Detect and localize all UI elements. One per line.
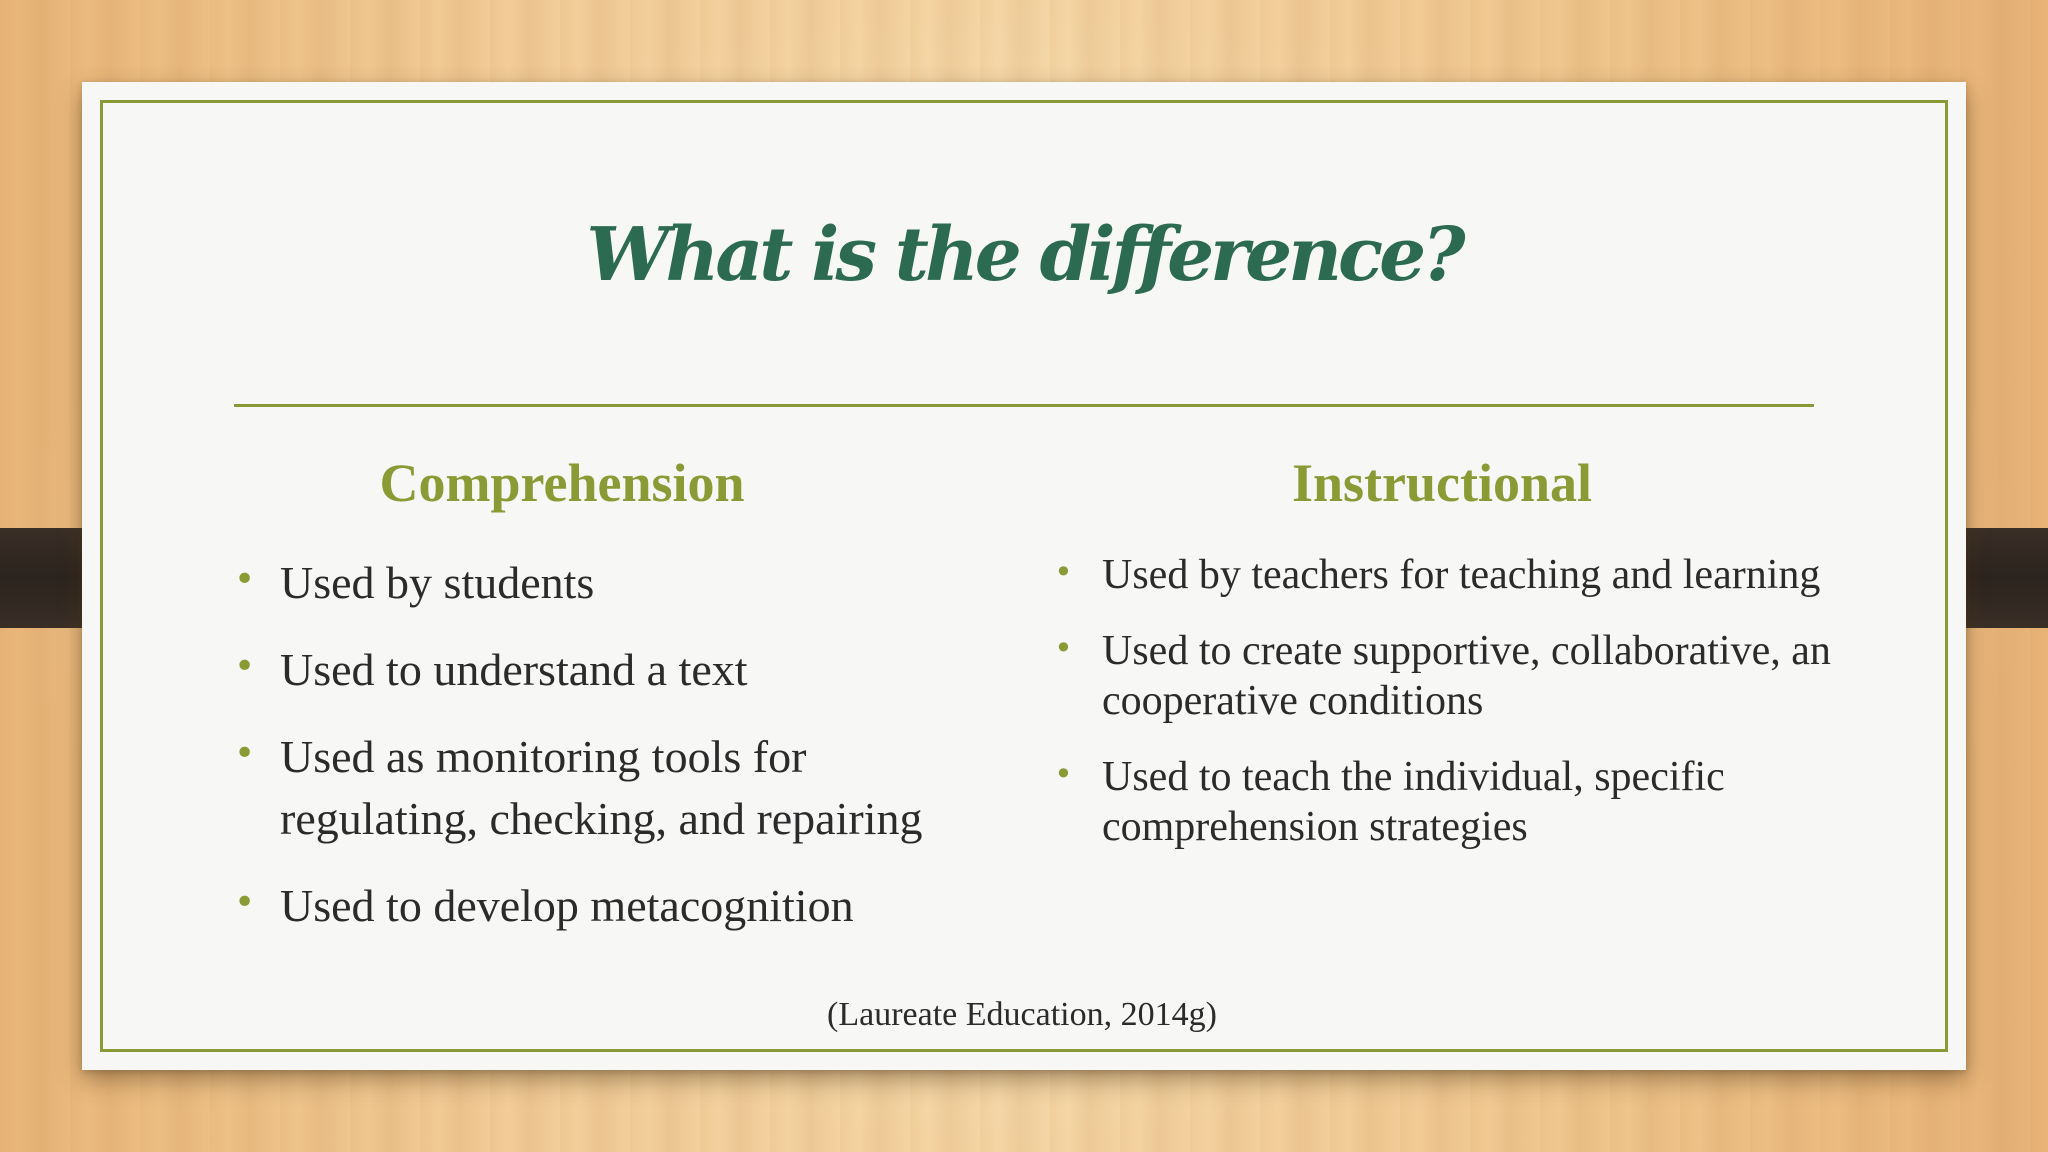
list-item-text: Used to teach the individual, specific comprehension strategies bbox=[1102, 754, 1725, 850]
list-item-text: Used by students bbox=[280, 557, 595, 608]
list-item bbox=[234, 726, 994, 850]
slide-card bbox=[82, 82, 1966, 1070]
comprehension-list bbox=[234, 552, 994, 962]
list-item bbox=[234, 875, 994, 937]
title-divider bbox=[234, 404, 1814, 407]
list-item bbox=[1054, 752, 1854, 852]
list-item-text: Used to develop metacognition bbox=[280, 880, 854, 931]
list-item bbox=[234, 639, 994, 701]
instructional-list bbox=[1054, 550, 1854, 878]
bullet-icon: • bbox=[234, 646, 256, 687]
list-item bbox=[1054, 550, 1854, 600]
list-item-text: Used to create supportive, collaborative, an cooperative conditions bbox=[1102, 628, 1831, 724]
citation: (Laureate Education, 2014g) bbox=[827, 996, 1217, 1033]
bullet-icon: • bbox=[234, 559, 256, 600]
instructional-heading: Instructional bbox=[1291, 453, 1593, 513]
list-item-text: Used as monitoring tools for regulating, checking, and repairing bbox=[280, 731, 923, 844]
comprehension-heading: Comprehension bbox=[379, 453, 745, 513]
bullet-icon: • bbox=[1054, 755, 1073, 793]
list-item bbox=[1054, 626, 1854, 726]
list-item-text: Used to understand a text bbox=[280, 644, 748, 695]
slide-title: What is the difference? bbox=[586, 212, 1462, 298]
bullet-icon: • bbox=[234, 882, 256, 923]
list-item bbox=[234, 552, 994, 614]
bullet-icon: • bbox=[234, 733, 256, 774]
list-item-text: Used by teachers for teaching and learning bbox=[1102, 552, 1821, 598]
bullet-icon: • bbox=[1054, 553, 1073, 591]
bullet-icon: • bbox=[1054, 629, 1073, 667]
